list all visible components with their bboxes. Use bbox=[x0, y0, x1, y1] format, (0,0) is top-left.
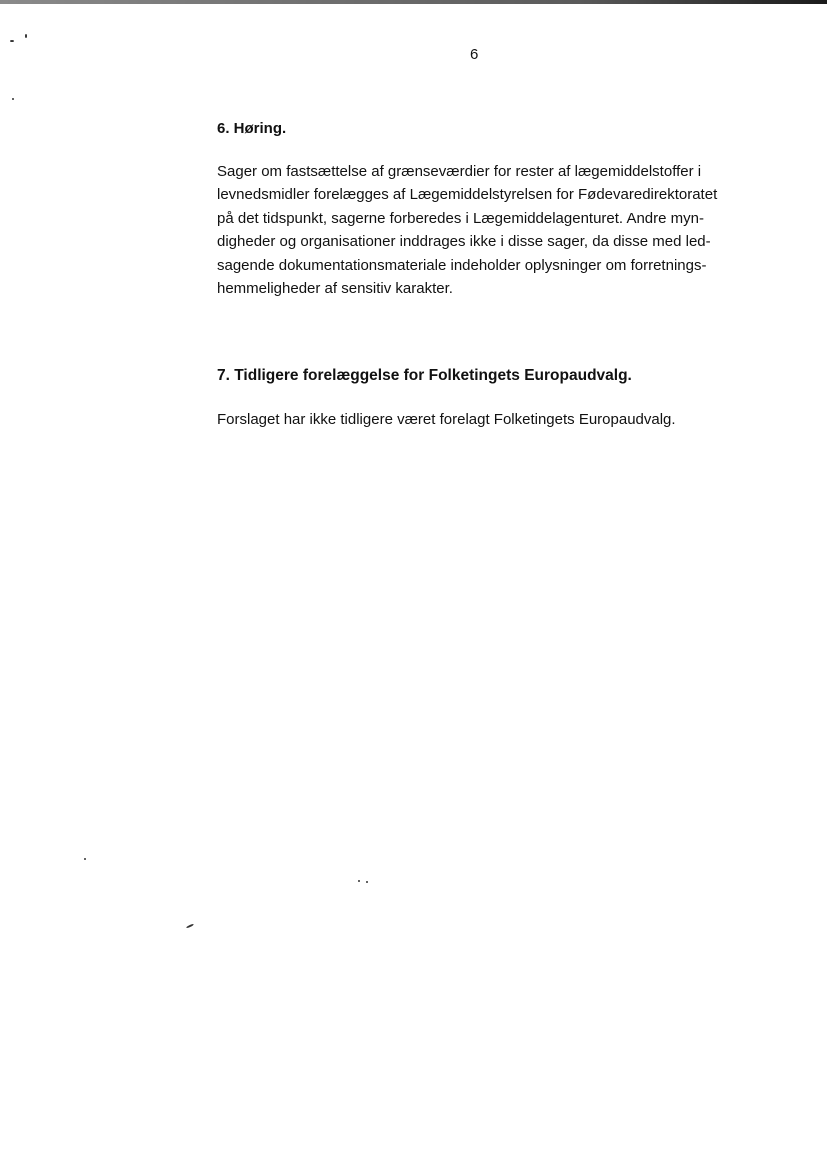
section-body-horing: Sager om fastsættelse af grænseværdier for rester af lægemiddelstoffer i levnedsmidler forelægges af Lægemiddelstyrelsen for Fødevaredirektoratet på det tidspunkt, sagerne forberedes i Lægemiddelagenturet. Andre myn- digheder og organisationer inddrages ikke i disse sager, da disse med led- sagende dokumentationsmateriale indeholder oplysninger om forretnings- hemmeligheder af sensitiv karakter. bbox=[217, 163, 718, 298]
scan-speck bbox=[186, 923, 194, 928]
section-heading-europaudvalg: 7. Tidligere forelæggelse for Folketingets Europaudvalg. bbox=[217, 367, 632, 384]
section-heading-horing: 6. Høring. bbox=[217, 120, 287, 137]
scan-top-border bbox=[0, 0, 827, 4]
scan-speck bbox=[366, 881, 368, 883]
scan-speck bbox=[84, 858, 86, 860]
scan-speck bbox=[10, 40, 14, 42]
scan-speck bbox=[12, 98, 14, 100]
scan-speck bbox=[358, 880, 360, 882]
scan-speck bbox=[25, 34, 27, 38]
page-number: 6 bbox=[470, 46, 479, 63]
section-body-europaudvalg: Forslaget har ikke tidligere været forelagt Folketingets Europaudvalg. bbox=[217, 411, 676, 428]
